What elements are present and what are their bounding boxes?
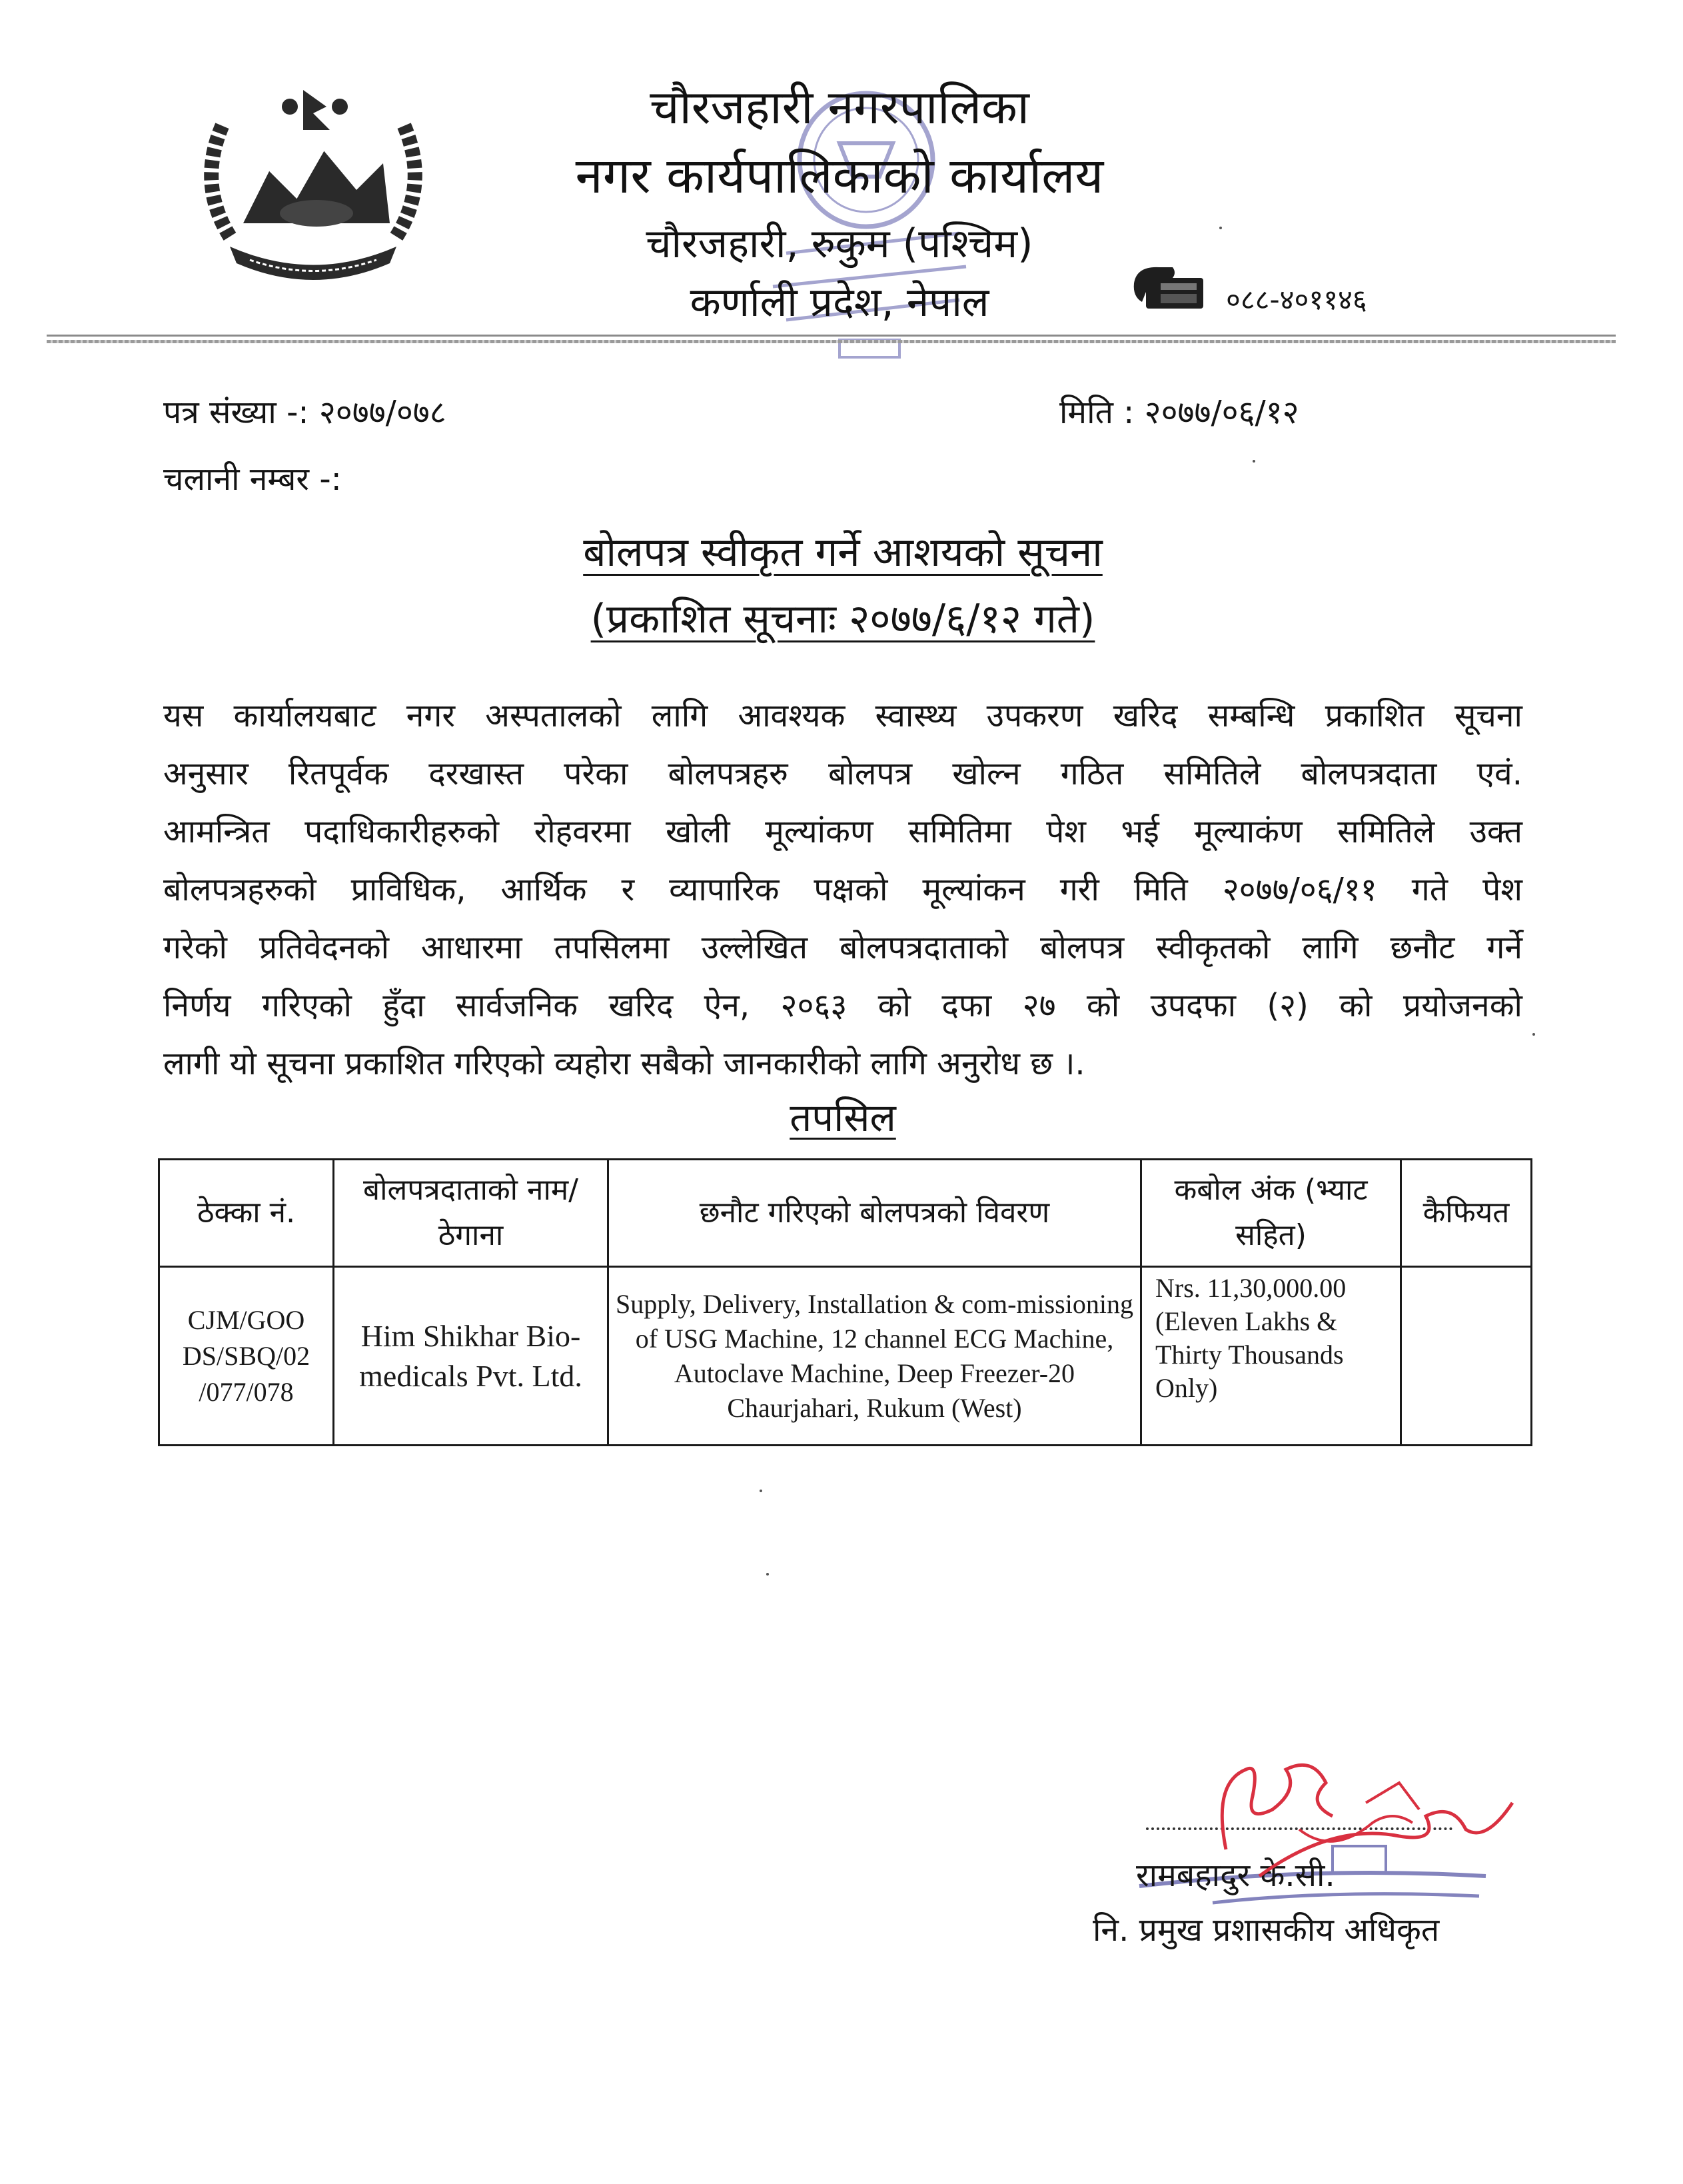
header-remarks: कैफियत	[1401, 1160, 1532, 1267]
notice-title	[163, 523, 1522, 578]
notice-title-text: बोलपत्र स्वीकृत गर्ने आशयको सूचना	[583, 529, 1103, 576]
nepal-emblem-icon	[190, 70, 436, 290]
table-header-row	[159, 1160, 1532, 1267]
municipality-name: चौरजहारी नगरपालिका	[650, 80, 1029, 135]
phone-number: ०८८-४०११४६	[1226, 283, 1367, 316]
body-line: अनुसार रितपूर्वक दरखास्त परेका बोलपत्रहरु बोलपत्र खोल्न गठित समितिले बोलपत्रदाता एवं.	[163, 755, 1522, 792]
signatory-name: रामबहादुर के.सी.	[1136, 1857, 1335, 1894]
cell-bidder: Him Shikhar Bio-medicals Pvt. Ltd.	[334, 1267, 608, 1446]
cell-contract-no: CJM/GOO DS/SBQ/02 /077/078	[159, 1267, 334, 1446]
schedule-heading-text: तपसिल	[790, 1095, 896, 1140]
notice-subtitle-text: (प्रकाशित सूचनाः २०७७/६/१२ गते)	[590, 596, 1095, 642]
body-line: बोलपत्रहरुको प्राविधिक, आर्थिक र व्यापारिक पक्षको मूल्यांकन गरी मिति २०७७/०६/११ गते पेश	[163, 871, 1522, 908]
letter-number: पत्र संख्या -: २०७७/०७८	[163, 394, 446, 431]
notice-subtitle	[163, 590, 1522, 644]
scan-speck	[760, 1490, 762, 1492]
table-row	[159, 1267, 1532, 1446]
header-amount: कबोल अंक (भ्याट सहित)	[1141, 1160, 1401, 1267]
dispatch-number: चलानी नम्बर -:	[163, 461, 342, 498]
header-divider-dotted	[47, 340, 1616, 343]
handwritten-signature	[1199, 1743, 1519, 1896]
office-address: चौरजहारी, रुकुम (पश्चिम)	[646, 221, 1033, 267]
scan-speck	[1219, 227, 1222, 229]
scan-speck	[1532, 1033, 1535, 1036]
cell-remarks	[1401, 1267, 1532, 1446]
body-line: आमन्त्रित पदाधिकारीहरुको रोहवरमा खोली मूल्यांकण समितिमा पेश भई मूल्याकंण समितिले उक्त	[163, 813, 1522, 850]
scan-speck	[766, 1573, 769, 1576]
header-description: छनौट गरिएको बोलपत्रको विवरण	[608, 1160, 1141, 1267]
header-contract-no: ठेक्का नं.	[159, 1160, 334, 1267]
header-divider	[47, 335, 1616, 337]
telephone-icon	[1133, 263, 1206, 311]
body-line: गरेको प्रतिवेदनको आधारमा तपसिलमा उल्लेखित बोलपत्रदाताको बोलपत्र स्वीकृतको लागि छनौट गर्ने	[163, 929, 1522, 966]
letter-date: मिति : २०७७/०६/१२	[1059, 394, 1299, 431]
cell-description: Supply, Delivery, Installation & com-missioning of USG Machine, 12 channel ECG Machine, Autoclave Machine, Deep Freezer-20 Chaurjahari, Rukum (West)	[608, 1267, 1141, 1446]
scan-speck	[1253, 460, 1255, 463]
office-province: कर्णाली प्रदेश, नेपाल	[690, 279, 989, 326]
body-line: यस कार्यालयबाट नगर अस्पतालको लागि आवश्यक स्वास्थ्य उपकरण खरिद सम्बन्धि प्रकाशित सूचना	[163, 697, 1522, 734]
bid-table	[158, 1158, 1532, 1446]
office-name: नगर कार्यपालिकाको कार्यालय	[575, 147, 1104, 205]
header-bidder: बोलपत्रदाताको नाम/ठेगाना	[334, 1160, 608, 1267]
cell-amount: Nrs. 11,30,000.00 (Eleven Lakhs & Thirty Thousands Only)	[1141, 1267, 1401, 1446]
schedule-heading	[163, 1090, 1522, 1142]
signatory-designation: नि. प्रमुख प्रशासकीय अधिकृत	[1093, 1911, 1440, 1949]
body-line: लागी यो सूचना प्रकाशित गरिएको व्यहोरा सबैको जानकारीको लागि अनुरोध छ ।.	[163, 1045, 1085, 1082]
body-line: निर्णय गरिएको हुँदा सार्वजनिक खरिद ऐन, २०६३ को दफा २७ को उपदफा (२) को प्रयोजनको	[163, 987, 1522, 1024]
